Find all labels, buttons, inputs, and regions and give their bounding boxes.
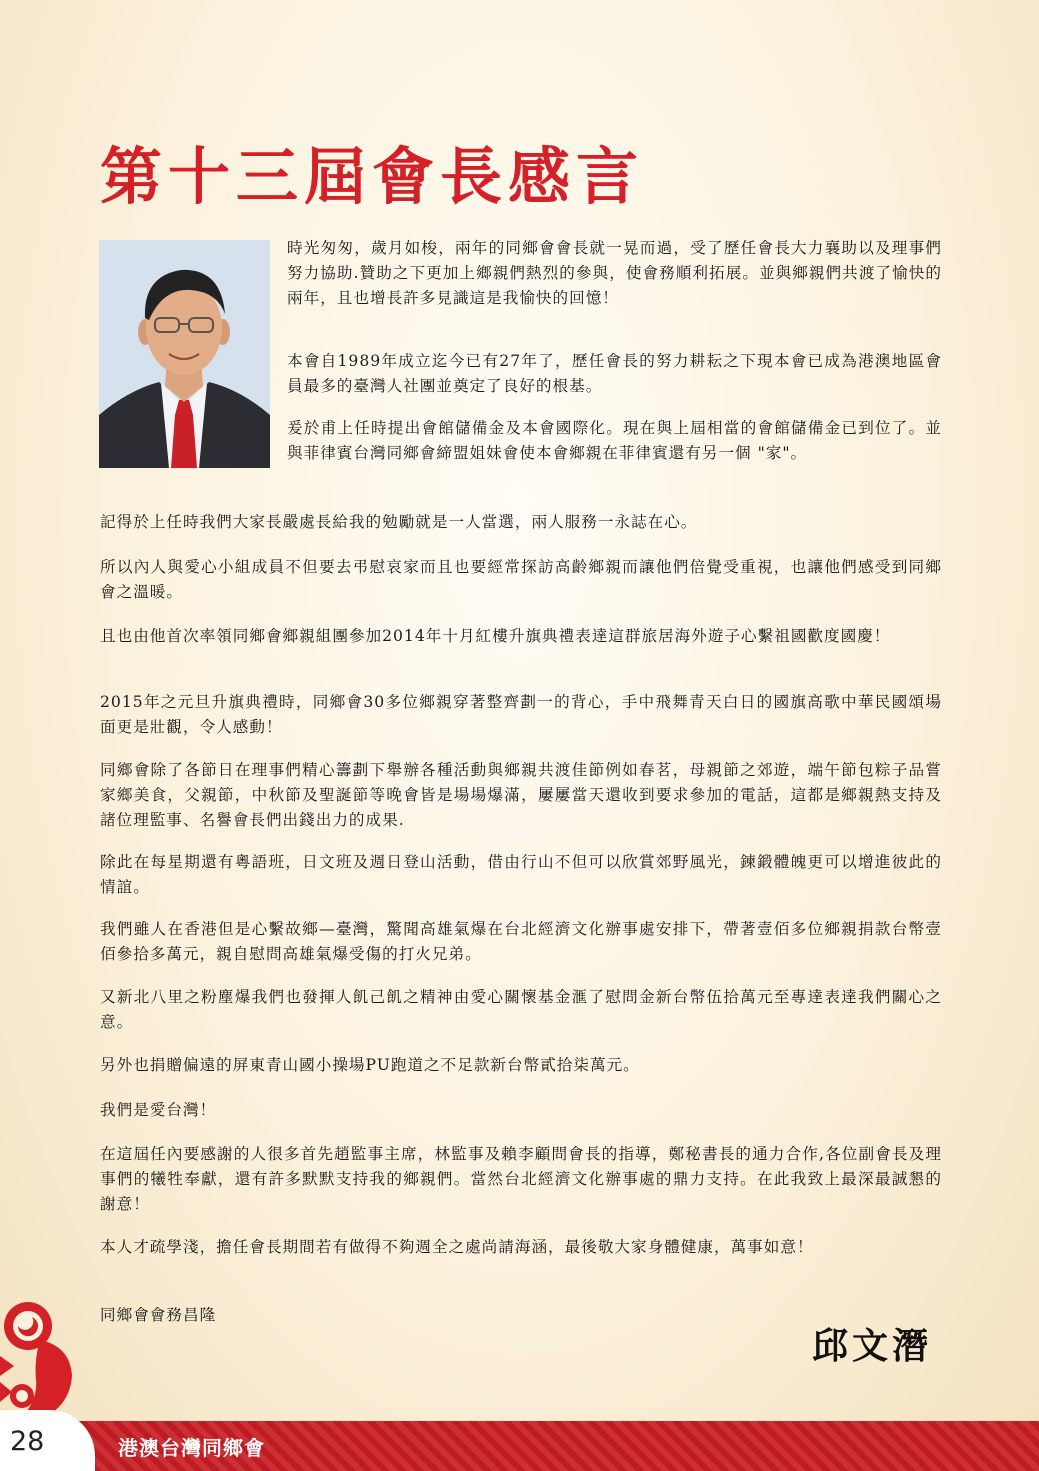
page-title: 第十三屆會長感言 bbox=[100, 140, 645, 213]
intro-paragraph-3: 爰於甫上任時提出會館儲備金及本會國際化。現在與上屆相當的會館儲備金已到位了。並與菲律賓台灣同鄉會締盟姐妹會使本會鄉親在菲律賓還有另一個 "家"。 bbox=[287, 419, 942, 462]
monkey-papercut-icon bbox=[0, 1296, 100, 1422]
paragraph-8: 又新北八里之粉塵爆我們也發揮人飢己飢之精神由愛心關懷基金滙了慰問金新台幣伍拾萬元至專達表達我們關心之意。 bbox=[100, 988, 942, 1031]
page-number: 28 bbox=[10, 1426, 45, 1457]
signature: 邱文潛 bbox=[812, 1325, 933, 1367]
intro-paragraph-2: 本會自1989年成立迄今已有27年了，歷任會長的努力耕耘之下現本會已成為港澳地區會員最多的臺灣人社團並奠定了良好的根基。 bbox=[287, 352, 942, 395]
paragraph-7: 我們雖人在香港但是心繫故鄉—臺灣，驚聞高雄氣爆在台北經濟文化辦事處安排下，帶著壹佰多位鄉親捐款台幣壹佰參拾多萬元，親自慰問高雄氣爆受傷的打火兄弟。 bbox=[100, 920, 942, 963]
paragraph-9: 另外也捐贈偏遠的屏東青山國小操場PU跑道之不足款新台幣貳拾柒萬元。 bbox=[100, 1056, 640, 1074]
president-portrait bbox=[99, 240, 270, 468]
paragraph-3: 且也由他首次率領同鄉會鄉親組團參加2014年十月紅樓升旗典禮表達這群旅居海外遊子心繫祖國歡度國慶！ bbox=[100, 627, 891, 645]
paragraph-11: 在這屆任內要感謝的人很多首先趙監事主席，林監事及賴李顧問會長的指導，鄭秘書長的通力合作,各位副會長及理事們的犧牲奉獻，還有許多默默支持我的鄉親們。當然台北經濟文化辦事處的鼎力支持。在此我致上最深最誠懇的謝意！ bbox=[100, 1145, 942, 1213]
portrait-illustration bbox=[99, 240, 270, 468]
paragraph-2: 所以內人與愛心小組成員不但要去弔慰哀家而且也要經常探訪高齡鄉親而讓他們倍覺受重視，也讓他們感受到同鄉會之溫暖。 bbox=[100, 558, 942, 601]
intro-paragraph-1: 時光匆匆，歲月如梭，兩年的同鄉會會長就一晃而過，受了歷任會長大力襄助以及理事們努力協助.贊助之下更加上鄉親們熱烈的參與，使會務順利拓展。並與鄉親們共渡了愉快的兩年，且也增長許多見識這是我愉快的回憶！ bbox=[287, 239, 942, 307]
paragraph-1: 記得於上任時我們大家長嚴處長給我的勉勵就是一人當選，兩人服務一永誌在心。 bbox=[100, 513, 698, 531]
paragraph-12: 本人才疏學淺，擔任會長期間若有做得不夠週全之處尚請海涵，最後敬大家身體健康，萬事如意！ bbox=[100, 1238, 814, 1256]
paragraph-6: 除此在每星期還有粵語班，日文班及週日登山活動，借由行山不但可以欣賞郊野風光，鍊鍛體魄更可以增進彼此的情誼。 bbox=[100, 853, 942, 896]
paragraph-5: 同鄉會除了各節日在理事們精心籌劃下舉辦各種活動與鄉親共渡佳節例如春茗，母親節之郊遊，端午節包粽子品嘗家鄉美食，父親節，中秋節及聖誕節等晚會皆是場場爆滿，屢屢當天還收到要求參加的電話，這都是鄉親熱支持及諸位理監事、名譽會長們出錢出力的成果. bbox=[100, 761, 942, 829]
footer-org-name: 港澳台灣同鄉會 bbox=[118, 1436, 265, 1460]
paragraph-10: 我們是愛台灣！ bbox=[100, 1101, 217, 1119]
paragraph-4: 2015年之元旦升旗典禮時，同鄉會30多位鄉親穿著整齊劃一的背心，手中飛舞青天白日的國旗高歌中華民國頌場面更是壯觀，令人感動！ bbox=[100, 693, 942, 736]
paragraph-13: 同鄉會會務昌隆 bbox=[100, 1306, 217, 1324]
